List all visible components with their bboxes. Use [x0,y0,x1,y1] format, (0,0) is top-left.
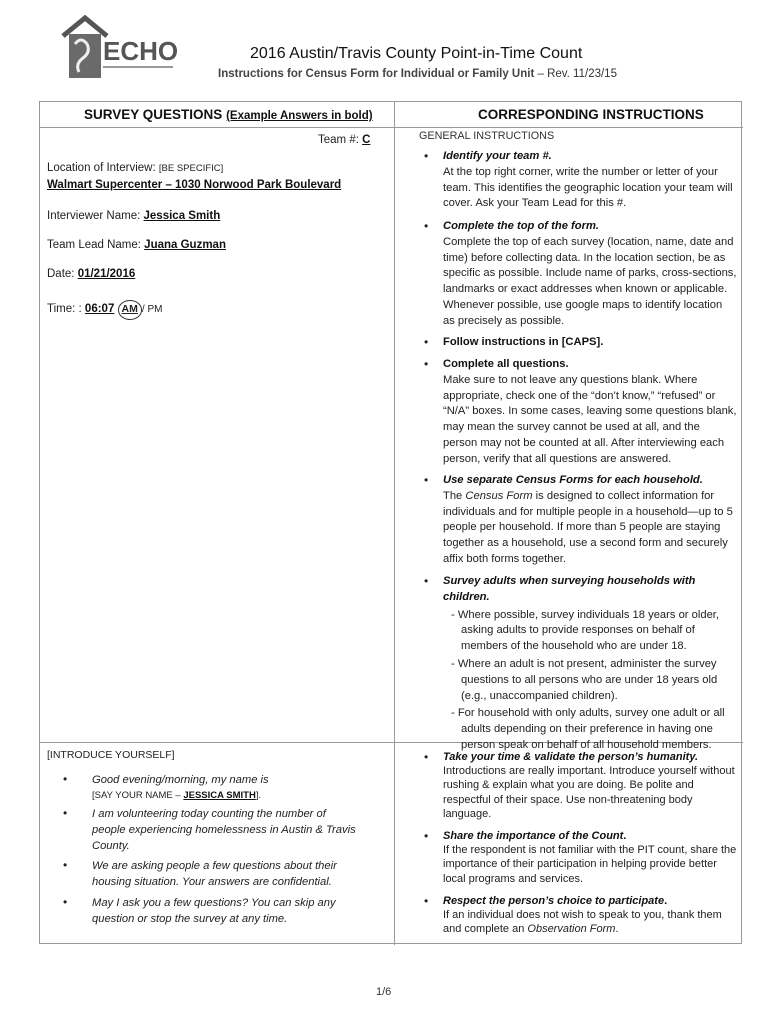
instruction-team: Identify your team #. At the top right corner, write the number or letter of your team. This identifies the geographic location your team will cover. Ask your Team Lead for this #. [443,150,733,210]
time-field: Time: : 06:07 AM / PM [47,300,162,320]
page-number: 1/6 [376,986,392,998]
instruction-adults: Survey adults when surveying households with children. - Where possible, survey individuals 18 years or older, asking adults to provide responses on behalf of members of the household who are under 18. - Where an adult is not present, administer the survey questions to all persons who are under 18 years old (e.g., unaccompanied children). - For household with only adults, survey one adult or all adults depending on their preference in having one person speak on behalf of all household members. [443,575,725,751]
instruction-caps: Follow instructions in [CAPS]. [443,336,604,348]
team-lead-field: Team Lead Name: Juana Guzman [47,239,226,251]
intro-line-skip: May I ask you a few questions? You can skip any question or stop the survey at any time. [92,897,336,925]
intro-line-greeting: Good evening/morning, my name is [SAY YOUR NAME – JESSICA SMITH]. [92,774,269,801]
survey-questions-heading: SURVEY QUESTIONS (Example Answers in bold) [84,107,373,122]
column-divider [394,102,395,945]
bullet-icon: • [424,473,429,487]
bullet-icon: • [63,895,68,909]
instructions-heading: CORRESPONDING INSTRUCTIONS [478,107,704,122]
instruction-separate-forms: Use separate Census Forms for each household. The Census Form is designed to collect information for individuals and for multiple people in a household—up to 5 people per household. If more than 5 people are staying together as a household, use a second form and securely affix both forms together. [443,474,733,565]
bullet-icon: • [424,750,429,764]
bullet-icon: • [424,149,429,163]
row-divider [40,127,743,128]
instruction-top-form: Complete the top of the form. Complete the top of each survey (location, name, date and time) before collecting data. In the location section, be as specific as possible. Include name of parks, cross-sections, landmarks or exact addresses when known or applicable. Whenever possible, use google maps to identify location as precisely as possible. [443,220,737,327]
instruction-importance: Share the importance of the Count. If the respondent is not familiar with the PIT count, share the importance of their participation in helping provide better local programs and services. [443,830,737,885]
team-field: Team #: C [318,134,371,146]
svg-text:ECHO: ECHO [103,36,179,66]
bullet-icon: • [424,335,429,349]
revision-label: – Rev. 11/23/15 [534,68,617,80]
am-circled: AM [118,300,142,320]
instruction-complete: Complete all questions. Make sure to not leave any questions blank. Where appropriate, check one of the “don’t know,” “refused” or “N/A” boxes. In some cases, leaving some questions blank, may mean the survey cannot be used at all, and the person may not be counted at all. After interviewing each person, verify that all questions are answered. [443,358,737,465]
page-title: 2016 Austin/Travis County Point-in-Time Count [250,45,583,62]
intro-line-confidential: We are asking people a few questions about their housing situation. Your answers are confidential. [92,860,337,888]
intro-line-volunteer: I am volunteering today counting the number of people experiencing homelessness in Austin & Travis County. [92,808,356,852]
location-value: Walmart Supercenter – 1030 Norwood Park Boulevard [47,179,342,191]
page-subtitle: Instructions for Census Form for Individual or Family Unit – Rev. 11/23/15 [218,68,617,80]
general-instructions-label: GENERAL INSTRUCTIONS [419,130,555,142]
interviewer-field: Interviewer Name: Jessica Smith [47,210,221,222]
bullet-icon: • [424,574,429,588]
bullet-icon: • [424,894,429,908]
location-field: Location of Interview: [BE SPECIFIC] [47,162,224,174]
bullet-icon: • [63,858,68,872]
instruction-respect: Respect the person’s choice to participate. If an individual does not wish to speak to you, thank them and complete an Observation Form. [443,895,722,936]
echo-logo [55,14,180,84]
bullet-icon: • [63,772,68,786]
bullet-icon: • [63,806,68,820]
introduce-label: [INTRODUCE YOURSELF] [47,749,175,761]
instruction-validate: Take your time & validate the person’s humanity. Introductions are really important. Introduce yourself without rushing & explain what you are doing. Be polite and respectful of their space. Use non-threatening body language. [443,751,735,820]
date-field: Date: 01/21/2016 [47,268,136,280]
bullet-icon: • [424,357,429,371]
bullet-icon: • [424,219,429,233]
bullet-icon: • [424,829,429,843]
